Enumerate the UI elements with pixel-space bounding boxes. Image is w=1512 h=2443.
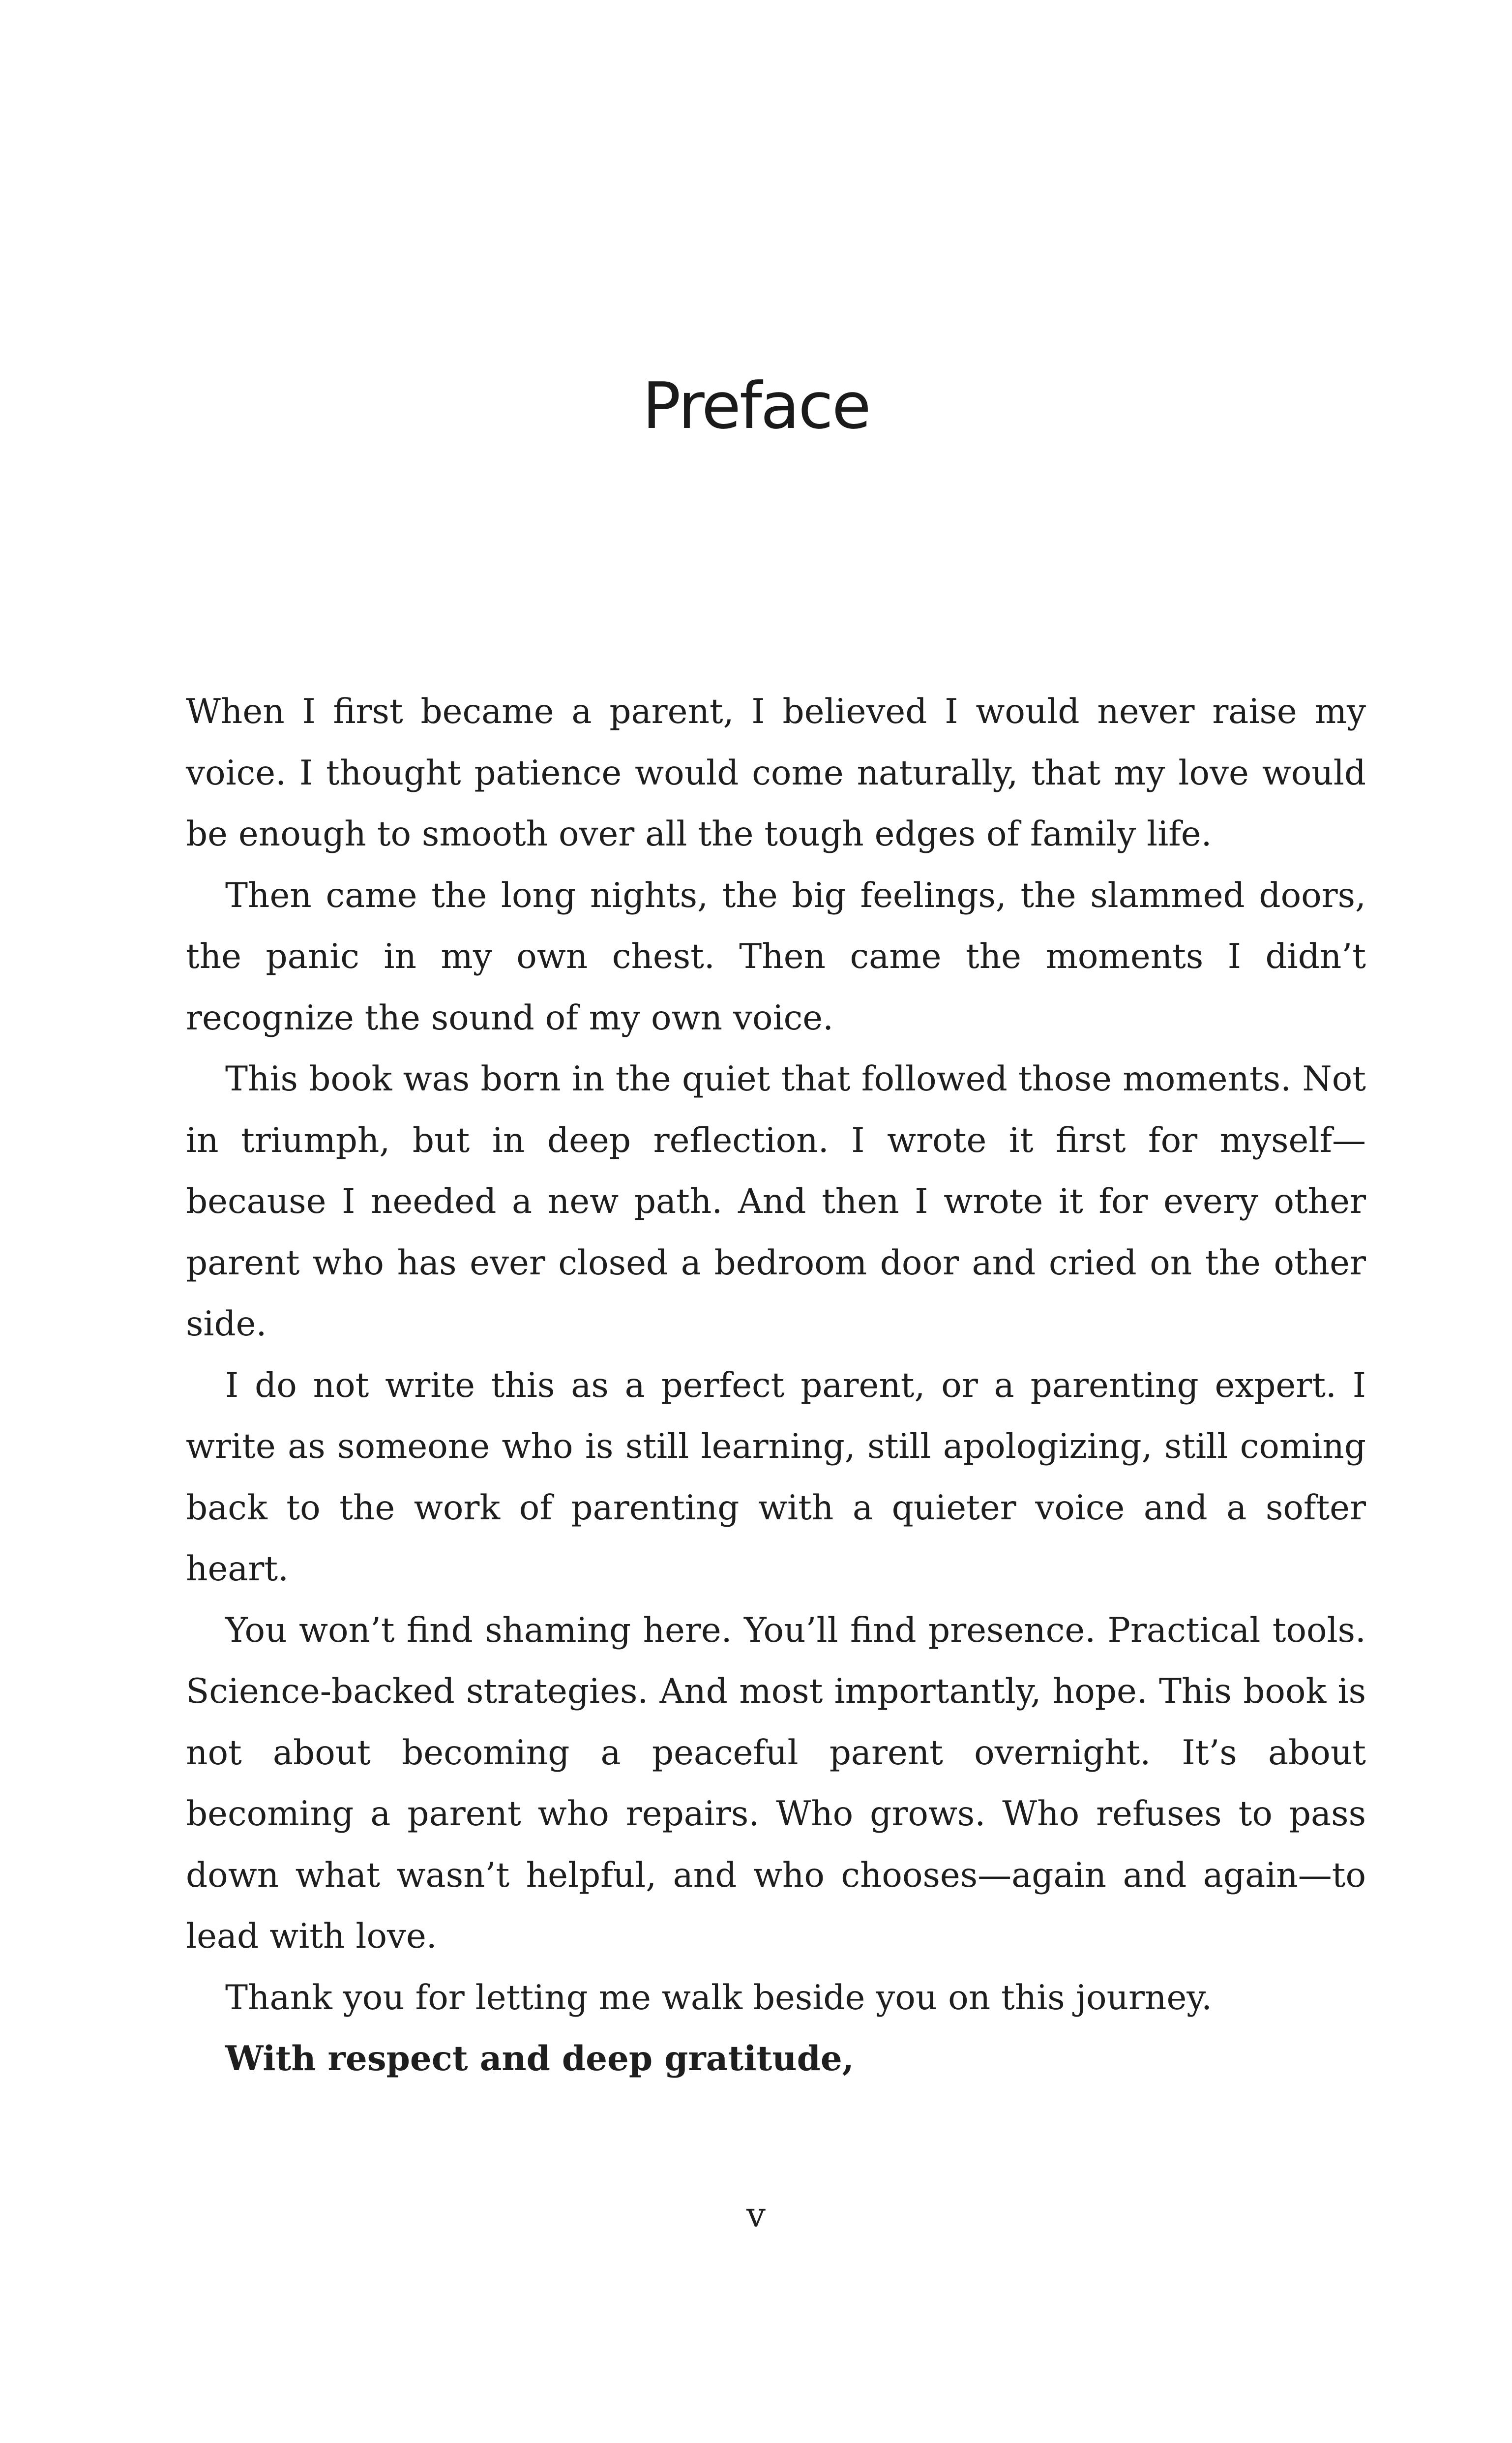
paragraph-4: I do not write this as a perfect parent, or a parenting expert. I write as someone who is still learning, still apologizing, still coming back to the work of parenting with a quieter voice and a softer heart. — [186, 1365, 1366, 1589]
paragraph-5: You won’t find shaming here. You’ll find presence. Practical tools. Science-backed strategies. And most importantly, hope. This book is not about becoming a peaceful parent overnight. It’s about becoming a parent who repairs. Who grows. Who refuses to pass down what wasn’t helpful, and who chooses—again and again—to lead with love. — [186, 1610, 1366, 1956]
paragraph-2: Then came the long nights, the big feelings, the slammed doors, the panic in my own chest. Then came the moments I didn’t recognize the sound of my own voice. — [186, 875, 1366, 1038]
paragraph-1: When I first became a parent, I believed I would never raise my voice. I thought patience would come naturally, that my love would be enough to smooth over all the tough edges of family life. — [186, 692, 1366, 854]
preface-body — [186, 681, 1366, 2090]
paragraph-6: Thank you for letting me walk beside you on this journey. — [225, 1978, 1213, 2018]
closing-line: With respect and deep gratitude, — [225, 2039, 854, 2079]
paragraph-3: This book was born in the quiet that followed those moments. Not in triumph, but in deep reflection. I wrote it first for myself—because I needed a new path. And then I wrote it for every other parent who has ever closed a bedroom door and cried on the other side. — [186, 1059, 1366, 1344]
page-number: v — [746, 2196, 766, 2235]
page-title: Preface — [642, 368, 870, 443]
